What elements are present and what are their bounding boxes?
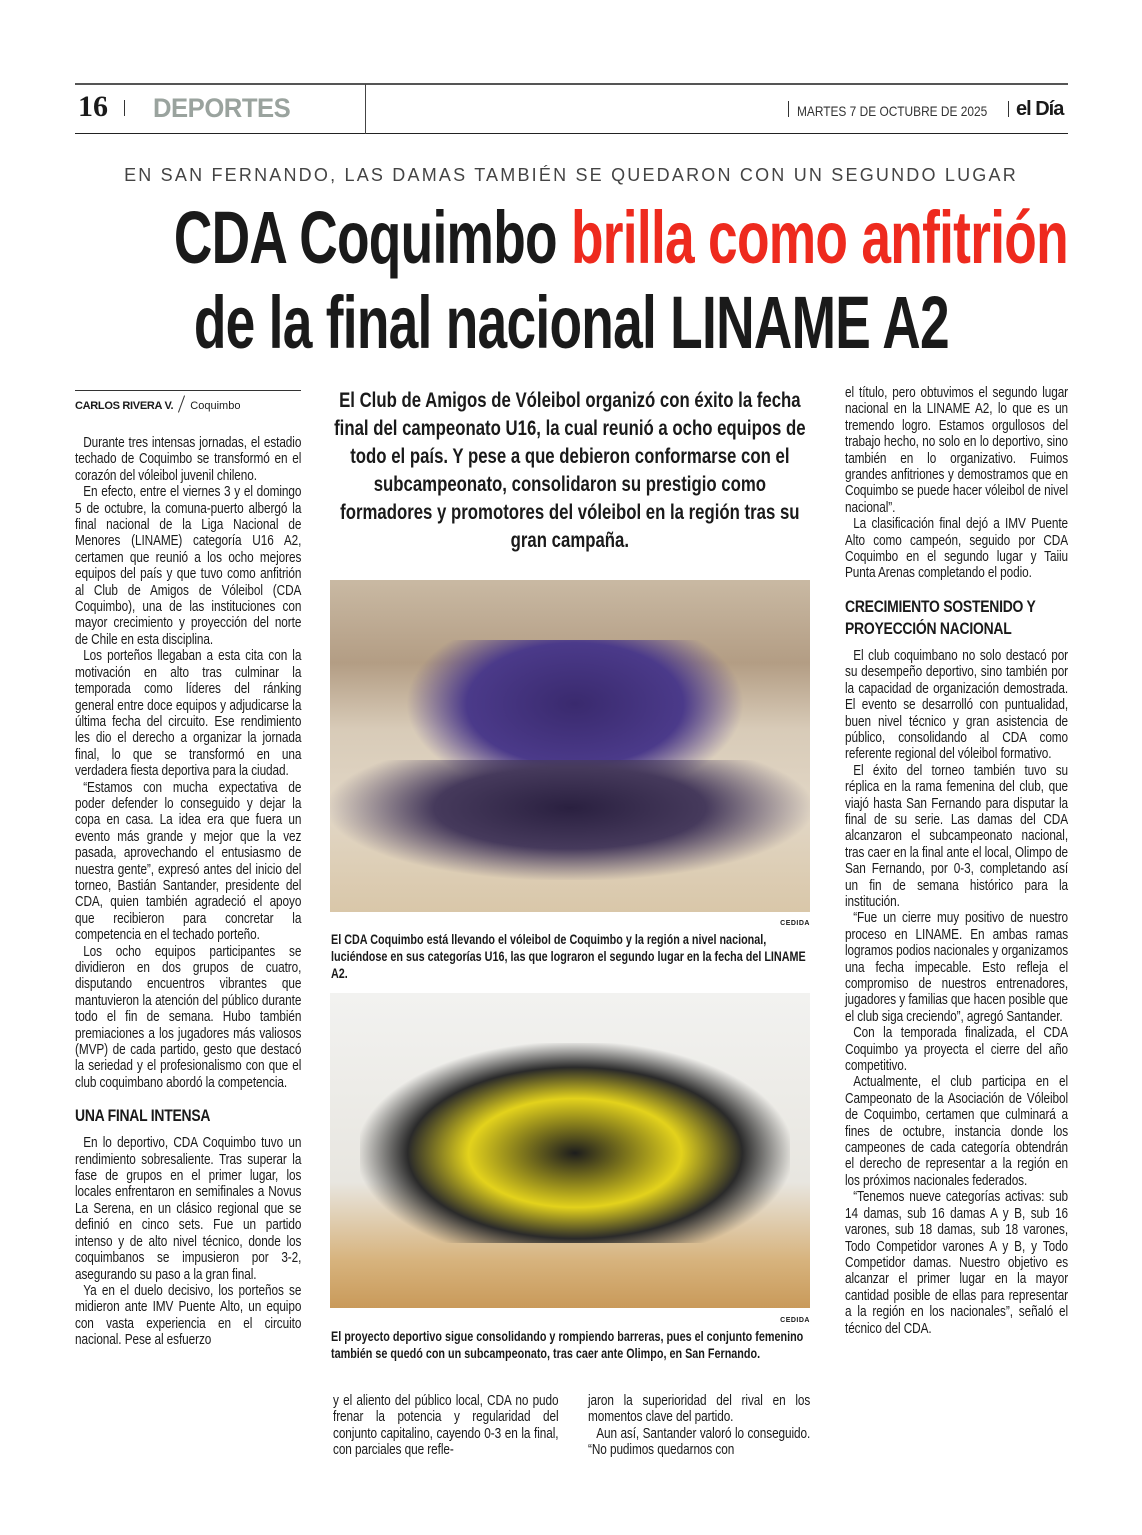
separator [124, 100, 125, 116]
page-number: 16 [78, 90, 108, 123]
author: CARLOS RIVERA V. [75, 400, 174, 412]
paragraph: “Fue un cierre muy positivo de nuestro proceso en LINAME. En ambas ramas logramos podios nacionales y organizamos una fecha impecable. Esto refleja el compromiso de nuestros entrenadores, jugadores y familias que hacen posible que el club siga creciendo”, agregó Santander. [845, 910, 1069, 1025]
lead-deck: El Club de Amigos de Vóleibol organizó con éxito la fecha final del campeonato U16, la cual reunió a ocho equipos de todo el país. Y pese a que debieron conformarse con el subcampeonato, consolidaron su prestigio como formadores y promotores del vóleibol en la región tras su gran campaña. [334, 388, 806, 552]
paragraph: Aun así, Santander valoró lo conseguido. “No pudimos quedarnos con [588, 1425, 811, 1459]
photo-caption: El CDA Coquimbo está llevando el vóleibol de Coquimbo y la región a nivel nacional, luciéndose en sus categorías U16, las que lograron el segundo lugar en la fecha del LINAME A2. [331, 932, 806, 981]
headline-second: de la final nacional LINAME A2 [193, 281, 949, 364]
issue-date: MARTES 7 DE OCTUBRE DE 2025 [797, 103, 988, 119]
headline-line-2 [0, 280, 1142, 365]
column-2a [333, 1393, 559, 1459]
paragraph: “Estamos con mucha expectativa de poder defender lo conseguido y dejar la copa en casa. La idea era que fuera un evento más grande y mejor que la vez pasada, aprovechando el entusiasmo de nuestra gente”, expresó antes del inicio del torneo, Bastián Santander, presidente del CDA, quien también agradeció el apoyo que recibieron para concretar la competencia en el techado porteño. [75, 779, 302, 944]
headline-line-1 [0, 195, 1142, 280]
kicker: EN SAN FERNANDO, LAS DAMAS TAMBIÉN SE QUEDARON CON UN SEGUNDO LUGAR [124, 165, 1018, 185]
column-2b [588, 1393, 810, 1459]
photo-caption: El proyecto deportivo sigue consolidando y rompiendo barreras, pues el conjunto femenino también se quedó con un subcampeonato, tras caer ante Olimpo, en San Fernando. [331, 1329, 804, 1361]
paragraph: Los porteños llegaban a esta cita con la motivación en alto tras culminar la temporada como líderes del ránking general entre doce equipos y adjudicarse la última fecha del circuito. Ese rendimiento les dio el derecho a organizar la jornada final, lo que se transformó en una verdadera fiesta deportiva para la ciudad. [75, 648, 302, 780]
paragraph: En efecto, entre el viernes 3 y el domingo 5 de octubre, la comuna-puerto albergó la final nacional de la Liga Nacional de Menores (LINAME) categoría U16 A2, certamen que reunió a los ocho mejores equipos del país y que tuvo como anfitrión al Club de Amigos de Vóleibol (CDA Coquimbo), una de las instituciones con mayor crecimiento y proyección del norte de Chile en esta disciplina. [75, 484, 302, 648]
paragraph: El éxito del torneo también tuvo su réplica en la rama femenina del club, que viajó hasta San Fernando para disputar la final de su serie. Las damas del CDA alcanzaron el subcampeonato nacional, tras caer en la final ante el local, Olimpo de San Fernando, por 0-3, completando así un fin de semana histórico para la institución. [845, 762, 1069, 910]
photo-credit: CEDIDA [780, 920, 810, 927]
paragraph: Los ocho equipos participantes se dividieron en dos grupos de cuatro, disputando encuentros vibrantes que mantuvieron la atención del público durante todo el fin de semana. Hubo también premiaciones a los jugadores más valiosos (MVP) de cada partido, gesto que destacó la seriedad y el profesionalismo con que el club coquimbano abordó la competencia. [75, 943, 302, 1091]
paragraph: “Tenemos nueve categorías activas: sub 14 damas, sub 16 damas A y B, sub 16 varones, sub 18 damas, sub 18 varones, Todo Competidor varones A y B, y Todo Competidor damas. Nuestro objetivo es alcanzar el primer lugar en la mayor cantidad posible de ellas para representar a la región en los nacionales”, señaló el técnico del CDA. [845, 1189, 1069, 1337]
location: Coquimbo [190, 400, 241, 412]
header-divider [365, 84, 366, 134]
paragraph: La clasificación final dejó a IMV Puente Alto como campeón, seguido por CDA Coquimbo en el segundo lugar y Taiiu Punta Arenas completando el podio. [845, 516, 1069, 582]
photo-credit: CEDIDA [780, 1317, 810, 1324]
paragraph: y el aliento del público local, CDA no pudo frenar la potencia y regularidad del conjunto capitalino, cayendo 0-3 en la final, con parciales que refle- [333, 1393, 559, 1459]
header-rule-bottom [75, 133, 1068, 134]
header-rule-top [75, 83, 1068, 85]
separator [788, 101, 789, 117]
subheading: UNA FINAL INTENSA [75, 1106, 211, 1126]
byline [75, 390, 301, 412]
column-3 [845, 385, 1068, 1337]
paragraph: Actualmente, el club participa en el Campeonato de la Asociación de Vóleibol de Coquimbo, certamen que culminará a fines de octubre, instancia donde los campeones de cada categoría obtendrán el derecho de representar a la región en los próximos nacionales federados. [845, 1074, 1069, 1189]
paragraph: El club coquimbano no solo destacó por su desempeño deportivo, sino también por la capacidad de organización demostrada. El evento se desarrolló con puntualidad, buen nivel técnico y gran asistencia de público, consolidando al CDA como referente regional del vóleibol formativo. [845, 647, 1069, 763]
paragraph: jaron la superioridad del rival en los momentos clave del partido. [588, 1393, 811, 1426]
headline-black: CDA Coquimbo [173, 196, 571, 279]
paragraph: el título, pero obtuvimos el segundo lugar nacional en la LINAME A2, lo que es un tremendo logro. Estamos orgullosos del trabajo hecho, no solo en lo deportivo, sino también en lo organizativo. Fuimos grandes anfitriones y demostramos que en Coquimbo se puede hacer vóleibol de nivel nacional”. [845, 385, 1069, 516]
paragraph: Con la temporada finalizada, el CDA Coquimbo ya proyecta el cierre del año competitivo. [845, 1025, 1069, 1075]
separator [1008, 101, 1009, 117]
paragraph: En lo deportivo, CDA Coquimbo tuvo un rendimiento sobresaliente. Tras superar la fase de grupos en el primer lugar, los locales enfrentaron en semifinales a Novus La Serena, en un clásico regional que se definió en cinco sets. Fue un partido intenso y de alto nivel técnico, donde los coquimbanos se impusieron por 3-2, asegurando su paso a la gran final. [75, 1135, 302, 1283]
section-title: DEPORTES [153, 93, 291, 123]
newspaper-logo: el Día [1016, 98, 1064, 120]
paragraph: Durante tres intensas jornadas, el estadio techado de Coquimbo se transformó en el corazón del vóleibol juvenil chileno. [75, 435, 302, 484]
photo-boys-team [330, 580, 810, 912]
photo-girls-team [330, 993, 810, 1308]
subheading: CRECIMIENTO SOSTENIDO Y PROYECCIÓN NACIONAL [845, 596, 1036, 638]
headline-red: brilla como anfitrión [570, 196, 1068, 279]
paragraph: Ya en el duelo decisivo, los porteños se midieron ante IMV Puente Alto, un equipo con vasta experiencia en el circuito nacional. Pese al esfuerzo [75, 1282, 302, 1349]
column-1 [75, 435, 301, 1349]
